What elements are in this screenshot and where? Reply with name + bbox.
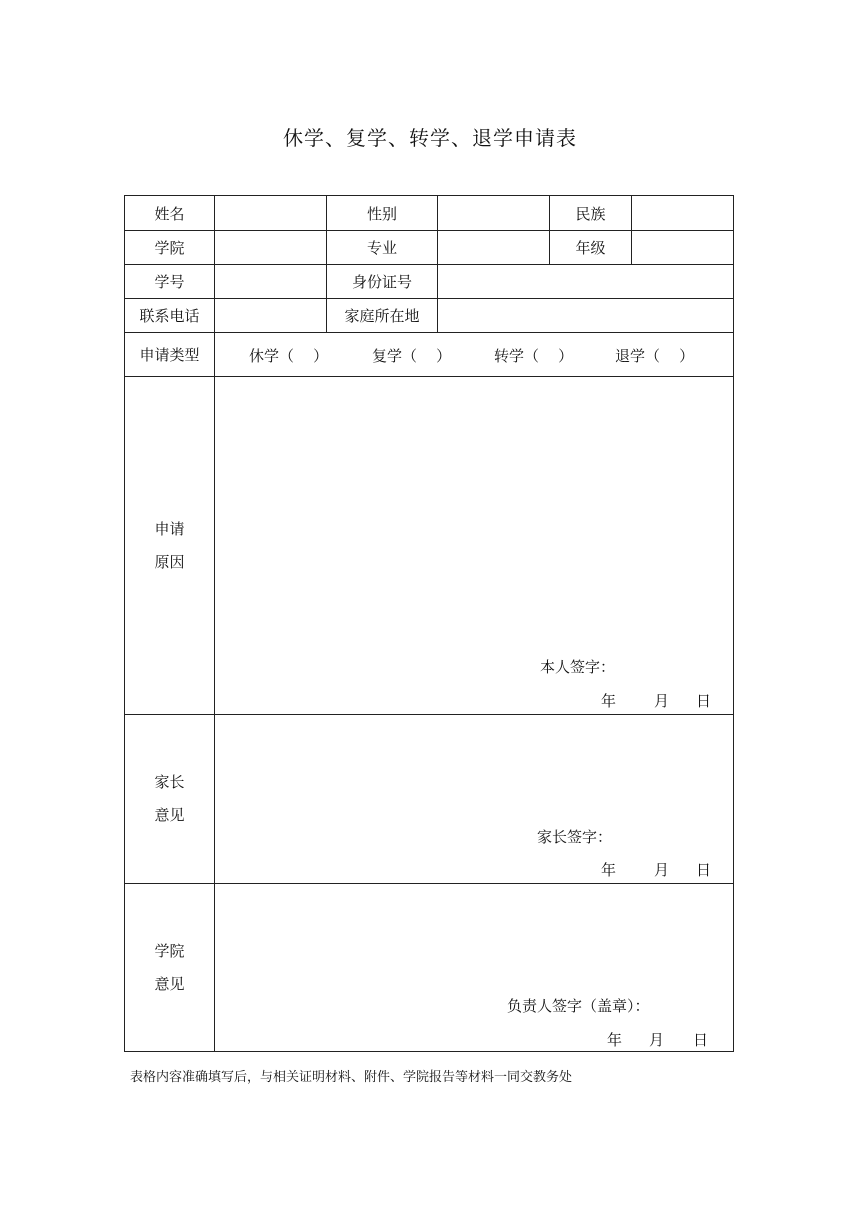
college-date-day: 日 [693, 1031, 709, 1049]
college-date-year: 年 [607, 1031, 623, 1049]
option-suspend[interactable]: 休学（ ） [249, 347, 329, 365]
reason-date-year: 年 [601, 692, 617, 710]
id-number-field[interactable] [438, 265, 733, 298]
major-label: 专业 [366, 239, 397, 257]
form-title: 休学、复学、转学、退学申请表 [283, 126, 577, 150]
home-location-field[interactable] [438, 299, 733, 332]
grade-label: 年级 [575, 239, 606, 257]
reason-label-line1: 申请 [154, 519, 185, 538]
college-opinion-area[interactable] [215, 884, 733, 984]
grade-field[interactable] [632, 231, 733, 264]
parent-date-day: 日 [696, 861, 712, 879]
footnote: 表格内容准确填写后，与相关证明材料、附件、学院报告等材料一同交教务处 [130, 1070, 573, 1085]
student-id-field[interactable] [215, 265, 326, 298]
option-withdraw[interactable]: 退学（ ） [615, 347, 695, 365]
college-field[interactable] [215, 231, 326, 264]
application-form-table [124, 195, 734, 1052]
ethnicity-label: 民族 [575, 204, 606, 223]
id-number-label: 身份证号 [351, 273, 412, 291]
ethnicity-field[interactable] [632, 196, 733, 230]
parent-section-label [125, 715, 214, 883]
phone-label: 联系电话 [139, 307, 200, 325]
major-field[interactable] [438, 231, 549, 264]
college-signature-label: 负责人签字（盖章）： [507, 997, 650, 1015]
college-section-label [125, 884, 214, 1051]
reason-signature-label: 本人签字： [540, 658, 616, 676]
phone-field[interactable] [215, 299, 326, 332]
parent-label-line1: 家长 [154, 773, 185, 791]
name-field[interactable] [215, 196, 326, 230]
name-label: 姓名 [154, 204, 185, 223]
college-label-line1: 学院 [154, 941, 185, 960]
gender-label: 性别 [366, 204, 397, 223]
option-resume[interactable]: 复学（ ） [372, 347, 452, 365]
college-date-month: 月 [649, 1031, 665, 1049]
option-transfer[interactable]: 转学（ ） [494, 347, 574, 365]
home-location-label: 家庭所在地 [344, 307, 420, 325]
reason-label-line2: 原因 [154, 552, 185, 571]
reason-section-label [125, 377, 214, 714]
gender-field[interactable] [438, 196, 549, 230]
college-label: 学院 [154, 239, 185, 257]
application-type-label: 申请类型 [139, 346, 200, 364]
parent-date-year: 年 [601, 861, 617, 879]
row-divider [125, 332, 733, 333]
college-label-line2: 意见 [154, 974, 185, 993]
reason-date-day: 日 [696, 692, 712, 710]
parent-signature-label: 家长签字： [537, 828, 613, 846]
reason-date-month: 月 [654, 692, 670, 710]
student-id-label: 学号 [154, 273, 185, 291]
parent-date-month: 月 [654, 861, 670, 879]
parent-opinion-area[interactable] [215, 715, 733, 815]
reason-text-area[interactable] [215, 377, 733, 677]
parent-label-line2: 意见 [154, 806, 185, 824]
